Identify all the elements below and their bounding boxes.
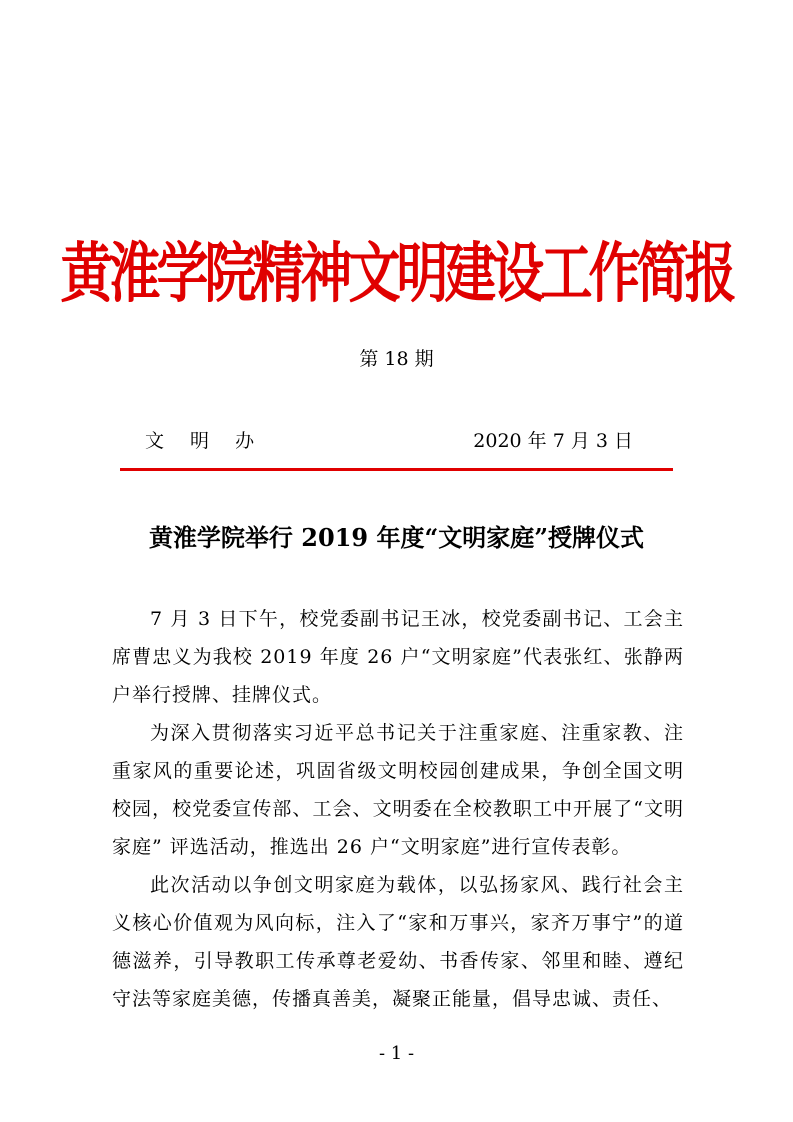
page-number: - 1 - bbox=[378, 1043, 415, 1064]
issue-number: 第 18 期 bbox=[359, 348, 434, 370]
article-title: 黄淮学院举行 2019 年度“文明家庭”授牌仪式 bbox=[148, 523, 645, 552]
article-paragraph: 此次活动以争创文明家庭为载体，以弘扬家风、践行社会主义核心价值观为风向标，注入了“家和万事兴，家齐万事宁”的道德滋养，引导教职工传承尊老爱幼、书香传家、邻里和睦、遵纪守法等家庭美德，传播真善美，凝聚正能量，倡导忠诚、责任、 bbox=[112, 874, 684, 1010]
issue-date: 2020 年 7 月 3 日 bbox=[473, 430, 633, 452]
newsletter-masthead: 黄淮学院精神文明建设工作简报 bbox=[60, 235, 733, 312]
article-paragraph: 7 月 3 日下午，校党委副书记王冰，校党委副书记、工会主席曹忠义为我校 2019 年度 26 户“文明家庭”代表张红、张静两户举行授牌、挂牌仪式。 bbox=[112, 608, 684, 706]
issuing-office: 文 明 办 bbox=[145, 430, 265, 452]
header-divider bbox=[120, 468, 673, 471]
article-paragraph: 为深入贯彻落实习近平总书记关于注重家庭、注重家教、注重家风的重要论述，巩固省级文明校园创建成果，争创全国文明校园，校党委宣传部、工会、文明委在全校教职工中开展了“文明家庭” 评选活动，推选出 26 户“文明家庭”进行宣传表彰。 bbox=[112, 722, 684, 858]
article-body bbox=[112, 600, 684, 1018]
